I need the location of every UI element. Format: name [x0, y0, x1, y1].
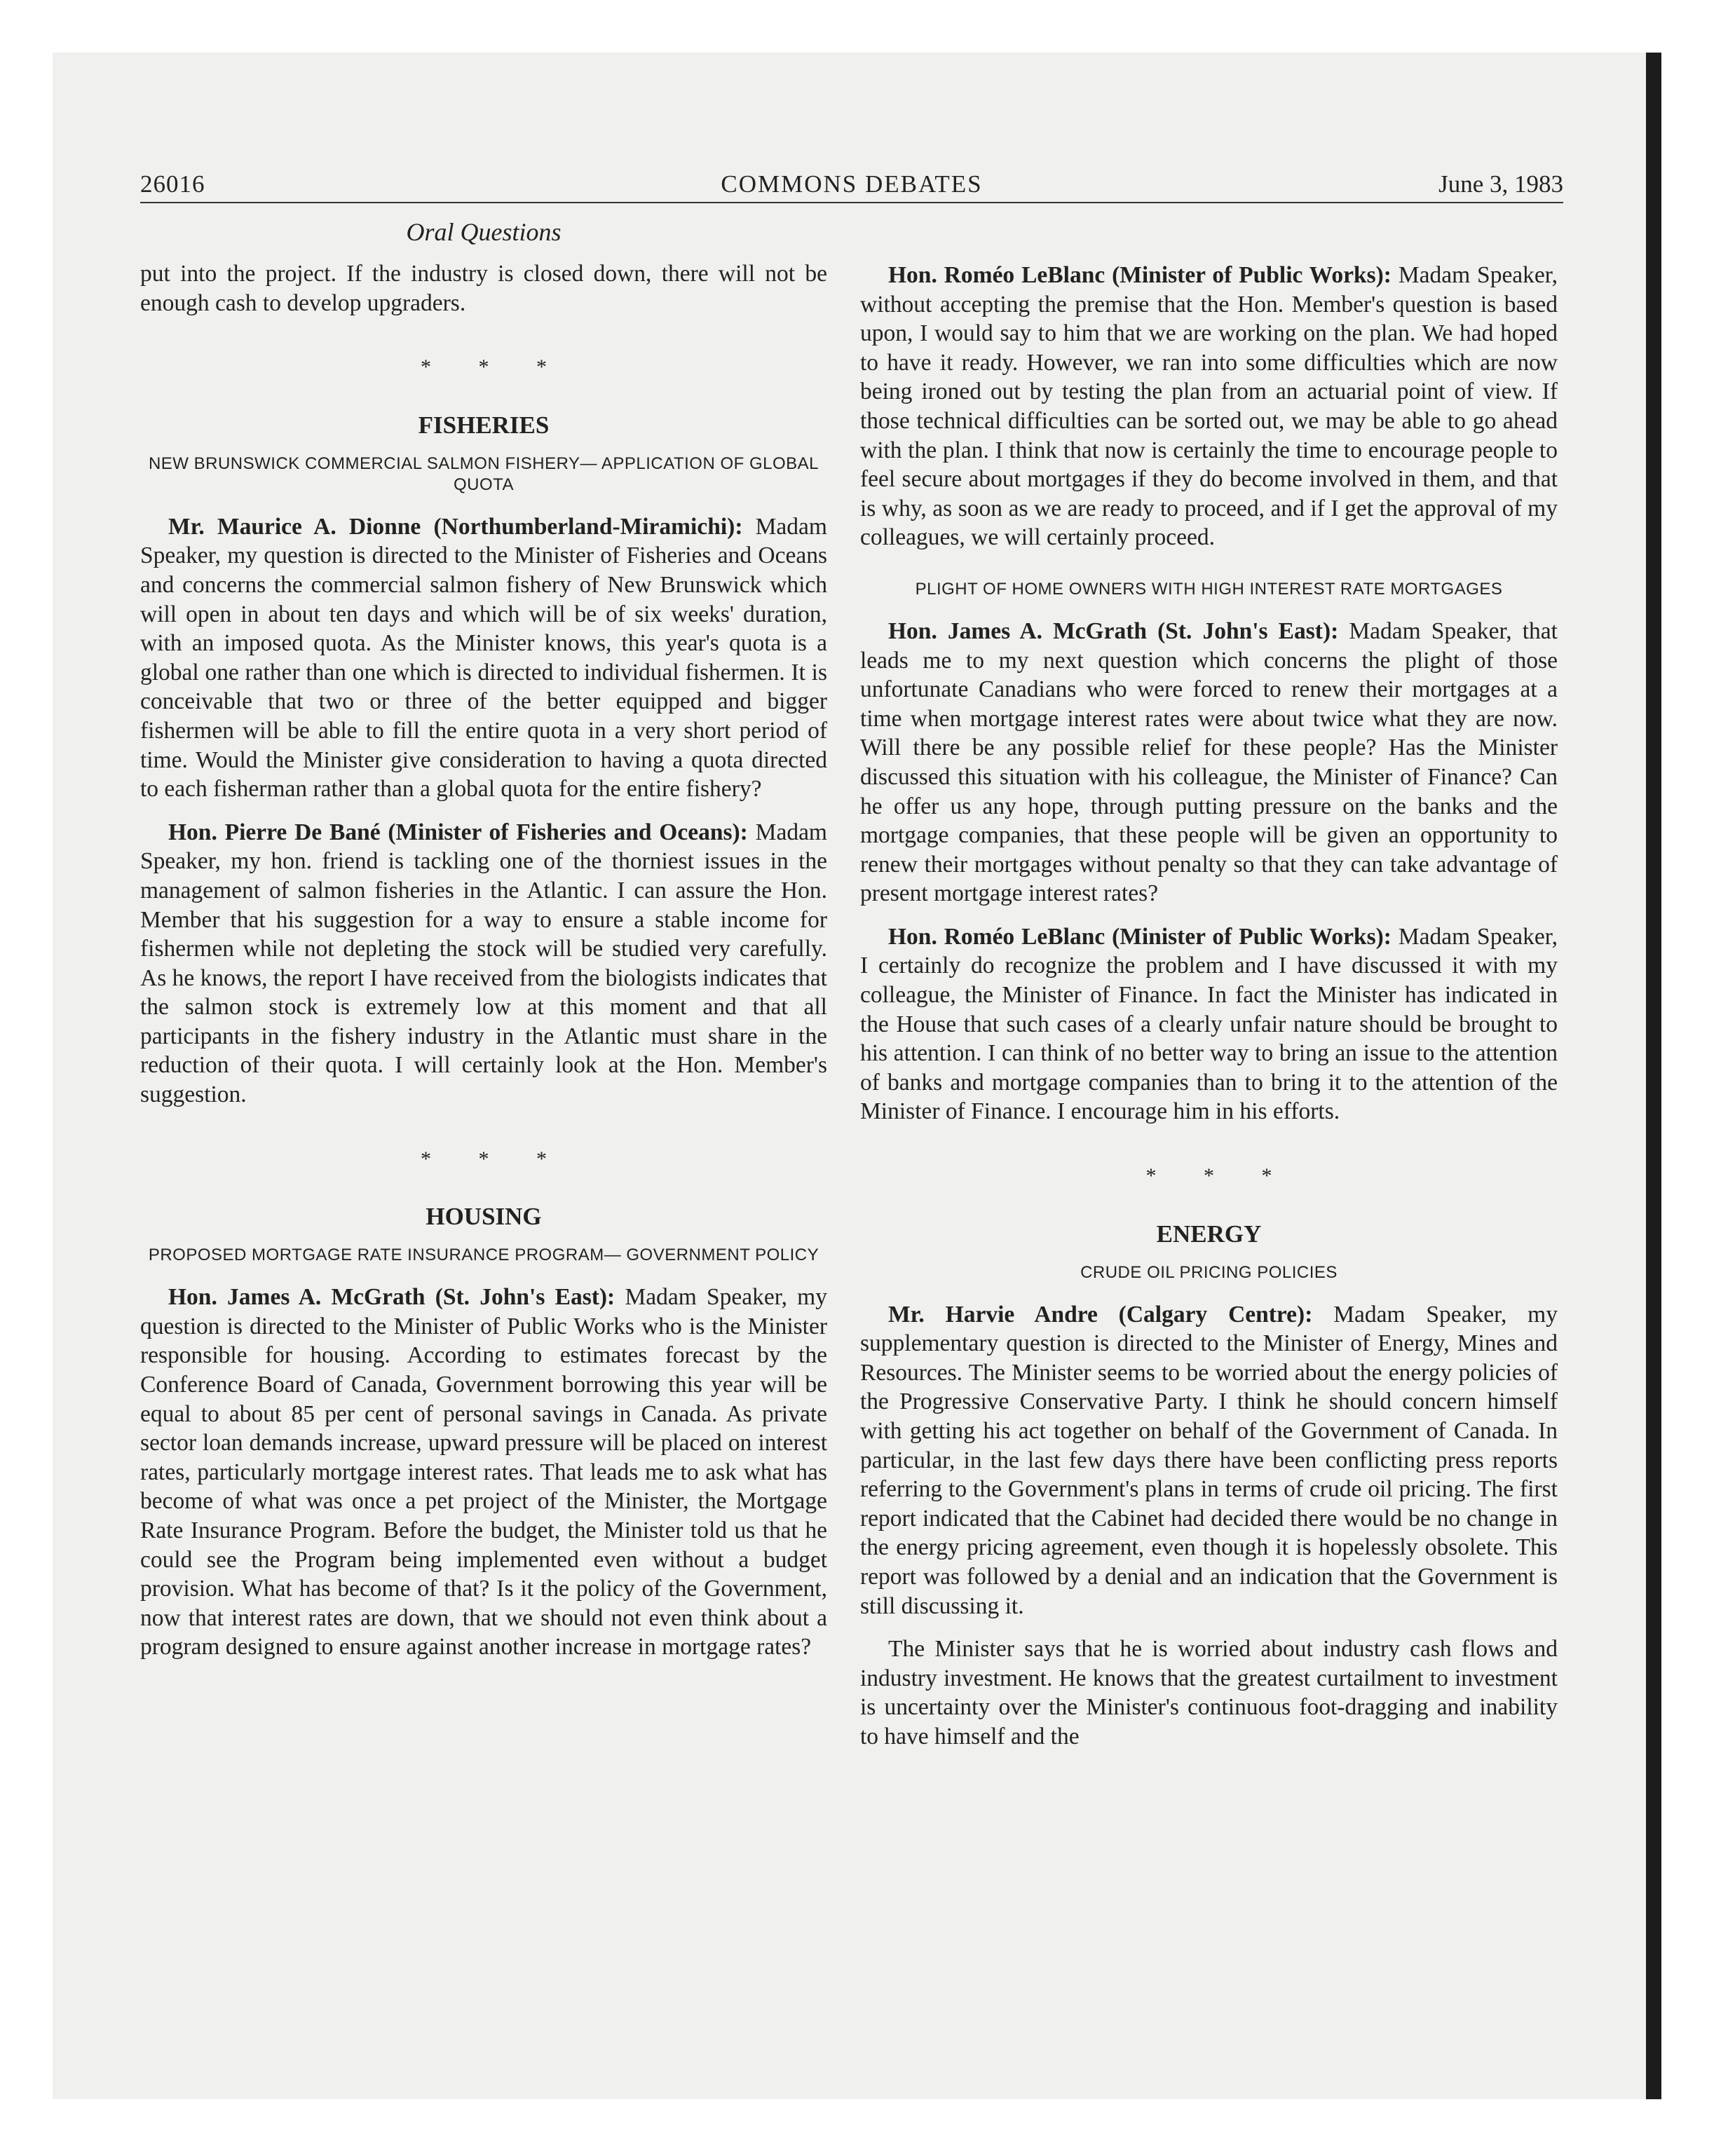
speech-text: Madam Speaker, without accepting the premise that the Hon. Member's question is based upon, I would say to him that we are working on the plan. We had hoped to have it ready. However, we ran into some difficulties which are now being ironed out by testing the plan from an actuarial point of view. If those technical difficulties can be sorted out, we may be able to go ahead with the plan. I think that now is certainly the time to encourage people to feel secure about mortgages if they do become involved in them, and that is why, as soon as we are ready to proceed, and if I get the approval of my colleagues, we will certainly proceed.	[860, 262, 1558, 551]
paragraph: put into the project. If the industry is closed down, there will not be enough cash to develop upgraders.	[140, 261, 827, 316]
speech-text: Madam Speaker, my hon. friend is tackling one of the thorniest issues in the management of salmon fisheries in the Atlantic. I can assure the Hon. Member that his suggestion for a way to ensure a stable income for fishermen while not depleting the stock will be studied very carefully. As he knows, the report I have received from the biologists indicates that the salmon stock is extremely low at this moment and that all participants in the fishery industry in the Atlantic must share in the reduction of their quota. I will certainly look at the Hon. Member's suggestion.	[140, 819, 827, 1108]
paragraph	[860, 922, 1558, 1126]
paragraph	[140, 512, 827, 804]
binding-edge	[1646, 53, 1661, 2099]
speech-text: Madam Speaker, that leads me to my next question which concerns the plight of those unfortunate Canadians who were forced to renew their mortgages at a time when mortgage interest rates were about twice what they are now. Will there be any possible relief for these people? Has the Minister discussed this situation with his colleague, the Minister of Finance? Can he offer us any hope, through putting pressure on the banks and the mortgage companies, that these people will be given an opportunity to renew their mortgages without penalty so that they can take advantage of present mortgage interest rates?	[860, 618, 1558, 907]
paragraph	[860, 1300, 1558, 1621]
paragraph	[140, 1283, 827, 1662]
paragraph	[860, 617, 1558, 908]
speaker-name: Hon. Pierre De Bané (Minister of Fisheries and Oceans):	[168, 819, 748, 845]
speech-text: Madam Speaker, my question is directed to the Minister of Public Works who is the Minister responsible for housing. According to estimates forecast by the Conference Board of Canada, Government borrowing this year will be equal to about 85 per cent of personal savings in Canada. As private sector loan demands increase, upward pressure will be placed on interest rates, particularly mortgage interest rates. That leads me to ask what has become of what was once a pet project of the Minister, the Mortgage Rate Insurance Program. Before the budget, the Minister told us that he could see the Program being implemented even without a budget provision. What has become of that? Is it the policy of the Government, now that interest rates are down, that we should not even think about a program designed to ensure against another increase in mortgage rates?	[140, 1284, 827, 1660]
section-separator: * * *	[421, 1147, 568, 1171]
page-date: June 3, 1983	[1438, 170, 1563, 198]
paragraph	[860, 261, 1558, 552]
speaker-name: Hon. James A. McGrath (St. John's East):	[888, 618, 1339, 644]
speaker-name: Hon. James A. McGrath (St. John's East):	[168, 1284, 615, 1311]
left-column	[140, 259, 827, 1676]
section-subheader: Oral Questions	[406, 218, 562, 246]
section-heading: HOUSING	[426, 1203, 542, 1231]
speaker-name: Hon. Roméo LeBlanc (Minister of Public Works):	[888, 923, 1392, 950]
speaker-name: Mr. Maurice A. Dionne (Northumberland-Miramichi):	[168, 513, 743, 540]
section-separator: * * *	[1145, 1164, 1293, 1188]
page-header	[140, 167, 1563, 203]
right-column	[860, 261, 1558, 1766]
page-number: 26016	[140, 170, 205, 198]
speaker-name: Mr. Harvie Andre (Calgary Centre):	[888, 1301, 1313, 1328]
section-heading: ENERGY	[1156, 1220, 1262, 1248]
subsection-heading: PROPOSED MORTGAGE RATE INSURANCE PROGRAM— GOVERNMENT POLICY	[148, 1246, 819, 1265]
paragraph	[140, 818, 827, 1110]
speaker-name: Hon. Roméo LeBlanc (Minister of Public Works):	[888, 262, 1392, 288]
section-heading: FISHERIES	[418, 411, 550, 439]
subsection-heading: CRUDE OIL PRICING POLICIES	[1080, 1262, 1338, 1282]
subsection-heading: NEW BRUNSWICK COMMERCIAL SALMON FISHERY— APPLICATION OF GLOBAL QUOTA	[148, 453, 819, 494]
publication-title: COMMONS DEBATES	[721, 170, 983, 198]
subsection-heading: PLIGHT OF HOME OWNERS WITH HIGH INTEREST RATE MORTGAGES	[915, 579, 1503, 599]
speech-text: Madam Speaker, my question is directed to the Minister of Fisheries and Oceans and concerns the commercial salmon fishery of New Brunswick which will open in about ten days and which will be of six weeks' duration, with an imposed quota. As the Minister knows, this year's quota is a global one rather than one which is directed to individual fishermen. It is conceivable that two or three of the better equipped and bigger fishermen will be able to fill the entire quota in a very short period of time. Would the Minister give consideration to having a quota directed to each fisherman rather than a global quota for the entire fishery?	[140, 513, 827, 803]
paragraph: The Minister says that he is worried about industry cash flows and industry investment. He knows that the greatest curtailment to investment is uncertainty over the Minister's continuous foot-dragging and inability to have himself and the	[860, 1636, 1558, 1749]
speech-text: Madam Speaker, I certainly do recognize the problem and I have discussed it with my colleague, the Minister of Finance. In fact the Minister has indicated in the House that such cases of a clearly unfair nature should be brought to his attention. I can think of no better way to bring an issue to the attention of banks and mortgage companies than to bring it to the attention of the Minister of Finance. I encourage him in his efforts.	[860, 923, 1558, 1125]
section-separator: * * *	[421, 355, 568, 379]
speech-text: Madam Speaker, my supplementary question is directed to the Minister of Energy, Mines and Resources. The Minister seems to be worried about the energy policies of the Progressive Conservative Party. I think he should concern himself with getting his act together on behalf of the Government of Canada. In particular, in the last few days there have been conflicting press reports referring to the Government's plans in terms of crude oil pricing. The first report indicated that the Cabinet had decided there would be no change in the energy pricing agreement, even though it is hopelessly obsolete. This report was followed by a denial and an indication that the Government is still discussing it.	[860, 1301, 1558, 1619]
